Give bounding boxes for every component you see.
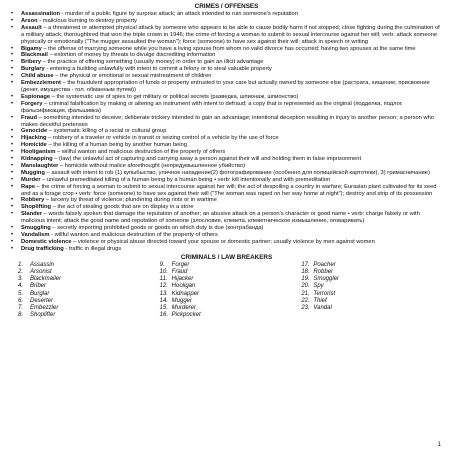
definition-text: - entering a building unlawfully with intent to commit a felony or to steal valuable property: [44, 66, 272, 73]
definition-term: Child abuse: [21, 73, 54, 80]
criminal-number: 20.: [301, 283, 310, 290]
definition-item: [10, 211, 443, 225]
definition-text: - willful wanton and malicious destruction of the property of others: [49, 232, 218, 238]
definition-item: [10, 149, 443, 156]
definition-item: [10, 184, 443, 198]
criminal-number: 23.: [301, 304, 310, 311]
definition-term: Drug trafficking: [21, 245, 64, 252]
criminal-word: Terrorist: [313, 290, 336, 297]
criminal-item: [301, 298, 443, 305]
criminal-number: 4.: [18, 283, 24, 290]
criminal-item: [160, 291, 302, 298]
definition-term: Manslaughter: [21, 162, 59, 169]
criminal-item: [160, 262, 302, 269]
definition-text: – criminal falsification by making or altering an instrument with intent to defraud; a copy that is represented as the original (подделка, подлог, фальсификация, фальшивка): [21, 100, 403, 114]
definition-text: - traffic in illegal drugs: [63, 245, 122, 252]
criminal-item: [301, 283, 443, 290]
criminal-item: [301, 305, 443, 312]
criminal-item: [301, 276, 443, 283]
criminal-word: Blackmailer: [30, 276, 62, 283]
criminal-word: Pickpocket: [171, 312, 201, 319]
definition-term: Hijacking: [21, 135, 47, 142]
definition-text: – the killing of a human being by another human being: [46, 142, 187, 149]
criminal-number: 7.: [18, 304, 24, 311]
criminal-item: [160, 298, 302, 305]
criminal-word: Burglar: [30, 290, 50, 297]
criminal-item: [18, 305, 160, 312]
definition-term: Assassination: [21, 11, 60, 17]
definition-item: [10, 239, 443, 246]
criminal-number: 6.: [18, 297, 24, 304]
page-title: CRIMES / OFFENSES: [194, 3, 259, 10]
criminal-item: [301, 269, 443, 276]
criminal-word: Deserter: [30, 297, 54, 304]
criminal-item: [18, 312, 160, 319]
criminals-heading: CRIMINALS / LAW BREAKERS: [180, 253, 273, 261]
definition-text: – the crime of forcing a woman to submit to sexual intercourse against her will; the act of despoiling a country in warfare; Eurasian plant cultivated for its seed and as a forage crop • verb: force (someone) to have sex against their will ("The woman was raped on her way home at night"); destroy and strip of its possession: [21, 183, 437, 197]
definition-item: [10, 128, 443, 135]
definition-text: – (law) the unlawful act of capturing and carrying away a person against their will and holding them in false imprisonment: [52, 156, 362, 163]
criminal-item: [18, 262, 160, 269]
criminal-word: Mugger: [171, 297, 193, 304]
definition-term: Espionage: [21, 93, 51, 100]
criminal-number: 18.: [301, 268, 310, 275]
criminal-item: [160, 276, 302, 283]
criminal-number: 5.: [18, 290, 24, 297]
criminal-number: 22.: [301, 297, 310, 304]
definition-item: [10, 80, 443, 94]
criminal-word: Assassin: [30, 261, 55, 268]
criminal-number: 8.: [18, 312, 24, 319]
criminal-number: 9.: [159, 261, 165, 268]
definition-term: Vandalism: [21, 232, 50, 238]
criminal-word: Murderer: [171, 304, 197, 311]
definition-item: [10, 142, 443, 149]
criminals-column: [160, 262, 302, 320]
definition-item: [10, 232, 443, 239]
definition-item: [10, 170, 443, 177]
criminal-number: 14.: [159, 297, 169, 304]
definition-text: – a threatened or attempted physical attack by someone who appears to be able to cause bodily harm if not stopped; close fighting during the culmination of a military attack; thoroughbred that won the triple crown in 1946; the crime of forcing a woman to submit to sexual intercourse against her will; verb: attack someone physically or emotionally ("The mugger assaulted the woman"); force (someone) to have sex against their will; attack in speech or writing: [21, 24, 440, 45]
criminal-item: [301, 262, 443, 269]
definition-text: – the physical or emotional or sexual mistreatment of children: [53, 73, 212, 80]
definition-item: [10, 246, 443, 253]
definition-text: – systematic killing of a racial or cultural group: [47, 128, 167, 135]
definition-text: - malicious burning to destroy property: [37, 17, 138, 24]
criminal-item: [160, 283, 302, 290]
definition-item: [10, 18, 443, 25]
definition-item: [10, 197, 443, 204]
definition-term: Homicide: [21, 142, 47, 149]
definition-text: – homicide without malice aforethought (непредумышленное убийство): [58, 162, 246, 169]
definition-item: [10, 177, 443, 184]
definition-term: Burglary: [21, 66, 45, 73]
definition-text: – secretly importing prohibited goods or goods on which duty is due (контрабанда): [50, 225, 264, 232]
definition-term: Embezzlement: [21, 80, 61, 87]
criminal-item: [18, 291, 160, 298]
criminals-columns: [10, 262, 443, 320]
definition-term: Shoplifting: [21, 204, 52, 211]
definition-text: – larceny by threat of violence; plundering during riots or in wartime: [44, 197, 217, 204]
definition-text: – willful wanton and malicious destruction of the property of others: [55, 149, 226, 156]
definition-term: Assault: [21, 24, 42, 31]
criminal-word: Robber: [313, 268, 334, 275]
criminals-column: [301, 262, 443, 320]
definition-item: [10, 73, 443, 80]
criminal-word: Briber: [30, 283, 47, 290]
definition-item: [10, 11, 443, 18]
definition-term: Arson: [21, 17, 38, 24]
definition-text: – something intended to deceive; deliberate trickery intended to gain an advantage; intentional deception resulting in injury to another person; a person who makes deceitful pretenses: [21, 114, 434, 128]
definitions-list: [10, 11, 443, 253]
definition-item: [10, 156, 443, 163]
criminal-number: 12.: [159, 283, 169, 290]
definition-term: Genocide: [21, 128, 48, 135]
criminal-number: 10.: [159, 268, 169, 275]
criminal-number: 13.: [159, 290, 169, 297]
definition-term: Robbery: [21, 197, 45, 204]
criminal-number: 1.: [18, 261, 24, 268]
criminal-word: Spy: [313, 283, 324, 290]
criminal-word: Hijacker: [171, 276, 194, 283]
criminals-column: [18, 262, 160, 320]
criminal-item: [18, 298, 160, 305]
definition-text: – words falsely spoken that damage the reputation of another; an abusive attack on a person's character or good name • verb: charge falsely or with malicious intent; attack the good name and reputation of someone (злословие, клевета, клеветническое измышление, оговаривать): [21, 211, 420, 225]
criminal-word: Kidnapper: [171, 290, 200, 297]
definition-item: [10, 59, 443, 66]
criminal-item: [18, 276, 160, 283]
criminal-item: [18, 283, 160, 290]
criminal-word: Vandal: [313, 304, 332, 311]
criminal-number: 17.: [301, 261, 310, 268]
definition-term: Forgery: [21, 100, 43, 107]
criminal-word: Shoplifter: [30, 312, 56, 319]
definition-item: [10, 94, 443, 101]
page-number: 1: [437, 442, 441, 448]
definition-text: – violence or physical abuse directed toward your spouse or domestic partner; usually violence by men against women: [71, 238, 375, 245]
definition-text: – the practice of offering something (usually money) in order to gain an illicit advantage: [41, 59, 264, 66]
definition-item: [10, 101, 443, 115]
definition-term: Mugging: [21, 169, 45, 176]
definition-text: – assault with intent to rob (1) купыбыство, уличное нападение(2) фотографирование (особенно для полицейской картотеки), 3) гримасничание): [44, 169, 430, 176]
definition-text: – the fraudulent appropriation of funds or property entrusted to your care but actually owned by someone else (растрата, хищение, присвоение (денег, имущества - гол. обманным путем)): [21, 80, 430, 93]
criminal-word: Fraud: [171, 268, 188, 275]
criminal-word: Smuggler: [313, 276, 340, 283]
criminal-number: 11.: [159, 276, 168, 283]
criminal-number: 16.: [159, 312, 169, 319]
definition-term: Murder: [21, 176, 41, 183]
definition-text: – the offense of marrying someone while you have a living spouse from whom no valid divorce has occurred; having two spouses at the same time: [41, 45, 416, 52]
definition-term: Kidnapping: [21, 156, 53, 163]
definition-term: Fraud: [21, 114, 37, 121]
criminal-word: Poacher: [313, 261, 336, 268]
definition-text: – unlawful premeditated killing of a human being by a human being • verb: kill intentionally and with premeditation: [40, 176, 331, 183]
criminal-item: [160, 305, 302, 312]
definition-term: Blackmail: [21, 52, 48, 59]
definition-item: [10, 225, 443, 232]
criminal-item: [18, 269, 160, 276]
criminal-word: Embezzler: [30, 304, 59, 311]
criminal-word: Arsonist: [30, 268, 52, 275]
definition-text: – the act of stealing goods that are on display in a store: [51, 204, 194, 211]
criminal-number: 3.: [18, 276, 24, 283]
criminal-number: 19.: [301, 276, 310, 283]
criminal-number: 21.: [301, 290, 310, 297]
definition-item: [10, 46, 443, 53]
criminal-number: 2.: [18, 268, 24, 275]
definition-item: [10, 66, 443, 73]
definition-item: [10, 52, 443, 59]
definition-term: Smuggling: [21, 225, 51, 232]
definition-term: Hooliganism: [21, 149, 56, 156]
definition-item: [10, 135, 443, 142]
definition-text: – the systematic use of spies to get military or political secrets (разведка, шпионаж, шпионство): [50, 93, 299, 100]
criminal-item: [301, 291, 443, 298]
criminal-number: 15.: [159, 304, 169, 311]
definition-term: Domestic violence: [21, 238, 72, 245]
definition-term: Bribery: [21, 59, 42, 66]
criminal-item: [160, 269, 302, 276]
definition-text: - murder of a public figure by surprise attack; an attack intended to ruin someone's reputation: [60, 11, 298, 17]
criminal-item: [160, 312, 302, 319]
definition-term: Slander: [21, 211, 43, 218]
definition-term: Bigamy: [21, 45, 42, 52]
definition-item: [10, 163, 443, 170]
definition-item: [10, 25, 443, 46]
criminal-word: Forger: [171, 261, 190, 268]
definition-text: – robbery of a traveler or vehicle in transit or seizing control of a vehicle by the use of force: [46, 135, 279, 142]
definition-term: Rape: [21, 183, 36, 190]
definition-text: – extortion of money by threats to divulge discrediting information: [47, 52, 216, 59]
criminal-word: Hooligan: [171, 283, 196, 290]
definition-item: [10, 204, 443, 211]
definition-item: [10, 115, 443, 129]
criminal-word: Thief: [313, 297, 327, 304]
